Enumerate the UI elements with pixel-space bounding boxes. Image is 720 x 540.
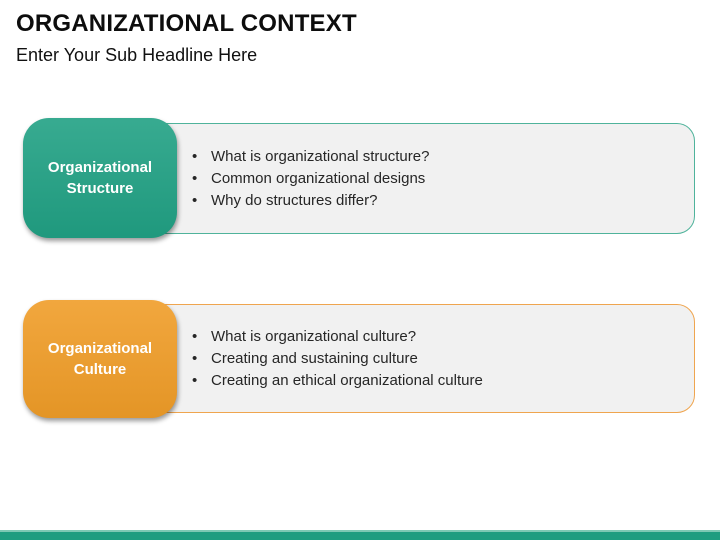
bullet-item: • Common organizational designs bbox=[192, 168, 429, 190]
slide-subtitle: Enter Your Sub Headline Here bbox=[16, 45, 258, 65]
bullet-item: • Creating an ethical organizational culture bbox=[192, 370, 483, 392]
culture-label-line-2: Culture bbox=[73, 361, 127, 378]
structure-label-line-2: Structure bbox=[66, 180, 134, 197]
bullet-item: • What is organizational structure? bbox=[192, 146, 429, 168]
culture-bullet-list bbox=[192, 326, 483, 392]
bullet-item: • What is organizational culture? bbox=[192, 326, 483, 348]
culture-label-box bbox=[23, 300, 177, 418]
structure-label-box bbox=[23, 118, 177, 238]
slide-title: ORGANIZATIONAL CONTEXT bbox=[16, 10, 357, 37]
structure-label-line-1: Organizational bbox=[47, 159, 153, 176]
bottom-accent-bar bbox=[0, 530, 720, 540]
structure-bullet-list bbox=[192, 146, 429, 212]
culture-label-line-1: Organizational bbox=[47, 340, 153, 357]
bullet-item: • Why do structures differ? bbox=[192, 190, 429, 212]
bullet-item: • Creating and sustaining culture bbox=[192, 348, 483, 370]
